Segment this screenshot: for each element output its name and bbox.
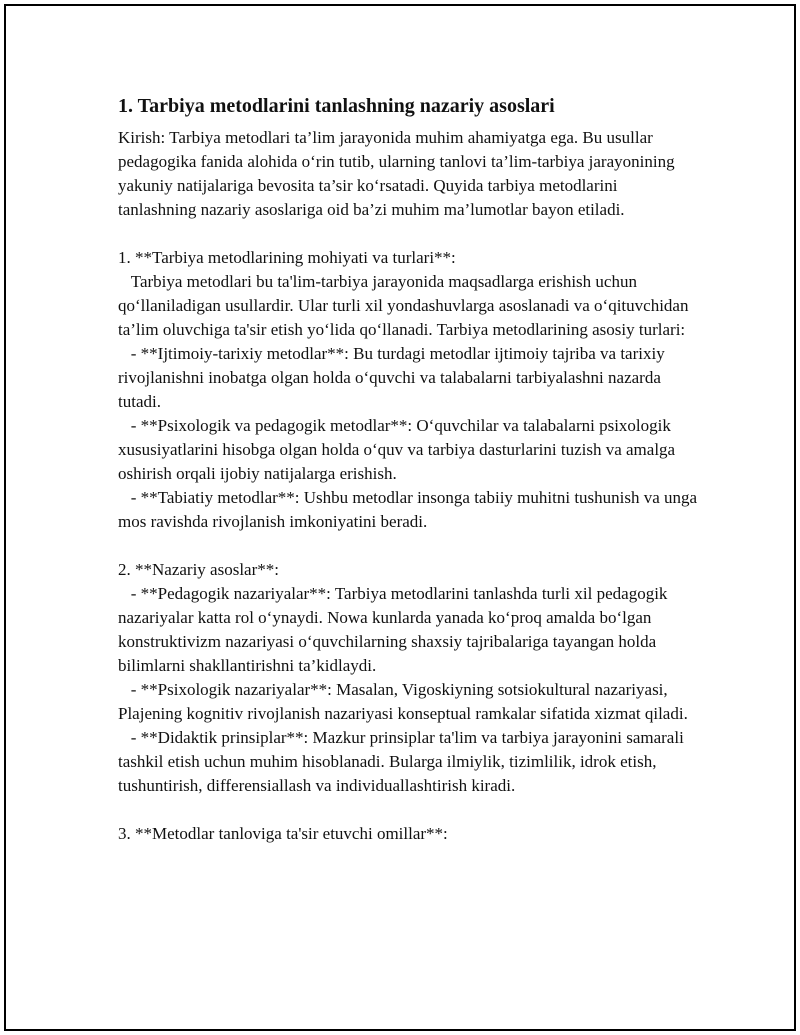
- section-body: Tarbiya metodlari bu ta'lim-tarbiya jarayonida maqsadlarga erishish uchun qo‘llaniladigan usullardir. Ular turli xil yondashuvlarga asoslanadi va o‘qituvchidan ta’lim oluvchiga ta'sir etish yo‘lida qo‘llanadi. Tarbiya metodlarining asosiy turlari:: [118, 272, 693, 339]
- spacer: [118, 798, 698, 822]
- list-item: - **Didaktik prinsiplar**: Mazkur prinsiplar ta'lim va tarbiya jarayonini samarali tashkil etish uchun muhim hisoblanadi. Bularga ilmiylik, tizimlilik, idrok etish, tushuntirish, differensiallash va individuallashtirish kiradi.: [118, 728, 689, 795]
- list-item: - **Psixologik va pedagogik metodlar**: O‘quvchilar va talabalarni psixologik xususiyatlarini hisobga olgan holda o‘quv va tarbiya dasturlarini tuzish va amalga oshirish orqali ijobiy natijalarga erishish.: [118, 416, 680, 483]
- section-heading: 3. **Metodlar tanloviga ta'sir etuvchi omillar**:: [118, 824, 448, 843]
- document-body: [118, 92, 702, 846]
- section-heading: 1. **Tarbiya metodlarining mohiyati va turlari**:: [118, 248, 456, 267]
- list-item: - **Ijtimoiy-tarixiy metodlar**: Bu turdagi metodlar ijtimoiy tajriba va tarixiy rivojlanishni inobatga olgan holda o‘quvchi va talabalarni tarbiyalashni nazarda tutadi.: [118, 344, 669, 411]
- list-item: - **Pedagogik nazariyalar**: Tarbiya metodlarini tanlashda turli xil pedagogik nazariyalar katta rol o‘ynaydi. Nowa kunlarda yanada ko‘proq amalda bo‘lgan konstruktivizm nazariyasi o‘quvchilarning shaxsiy tajribalariga tayangan holda bilimlarni shakllantirishni ta’kidlaydi.: [118, 584, 672, 675]
- list-item: - **Psixologik nazariyalar**: Masalan, Vigoskiyning sotsiokultural nazariyasi, Plajening kognitiv rivojlanish nazariyasi konseptual ramkalar sifatida xizmat qiladi.: [118, 680, 688, 723]
- intro-paragraph: Kirish: Tarbiya metodlari ta’lim jarayonida muhim ahamiyatga ega. Bu usullar pedagogika fanida alohida o‘rin tutib, ularning tanlovi ta’lim-tarbiya jarayonining yakuniy natijalariga bevosita ta’sir ko‘rsatadi. Quyida tarbiya metodlarini tanlashning nazariy asoslariga oid ba’zi muhim ma’lumotlar bayon etiladi.: [118, 128, 679, 219]
- document-title: 1. Tarbiya metodlarini tanlashning nazariy asoslari: [118, 95, 555, 117]
- spacer: [118, 222, 698, 246]
- spacer: [118, 534, 698, 558]
- section-heading: 2. **Nazariy asoslar**:: [118, 560, 279, 579]
- list-item: - **Tabiatiy metodlar**: Ushbu metodlar insonga tabiiy muhitni tushunish va unga mos ravishda rivojlanish imkoniyatini beradi.: [118, 488, 702, 531]
